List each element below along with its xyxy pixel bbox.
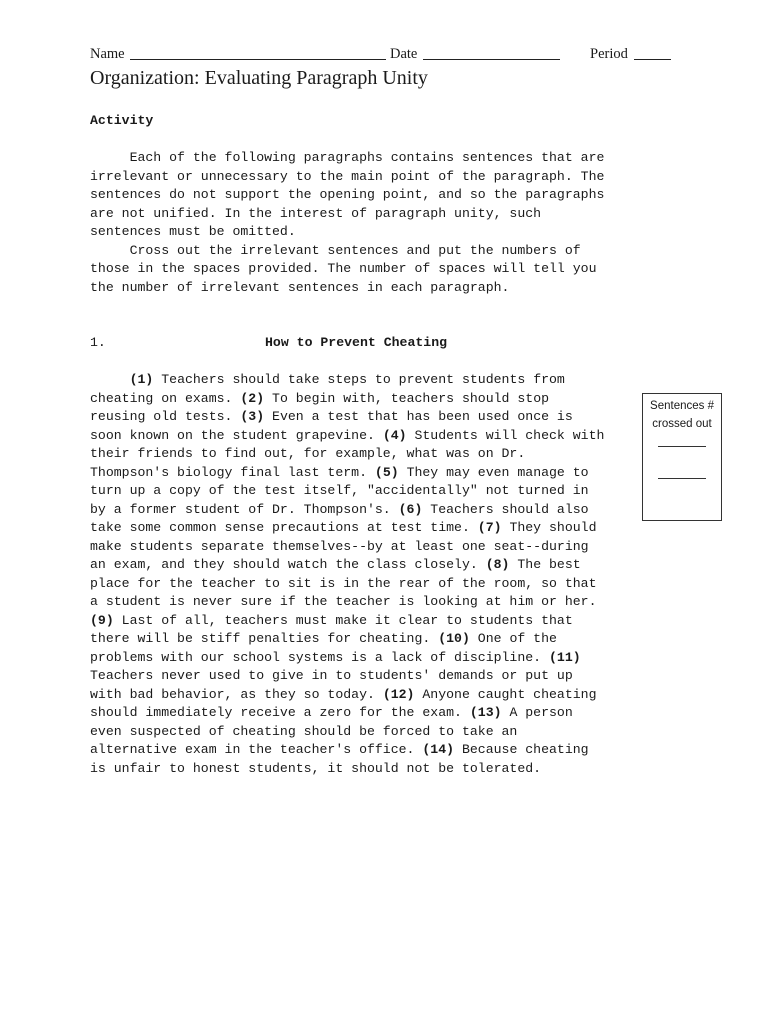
sentence-text: Even a test that has been used once is — [264, 409, 573, 424]
sentence-number[interactable]: (3) — [240, 409, 265, 424]
sentence-text: Thompson's biology final last term. — [90, 464, 375, 480]
sentence-text: an exam, and they should watch the class closely. — [90, 557, 486, 572]
instruction-line: Each of the following paragraphs contains sentences that are — [90, 150, 605, 165]
paragraph-line — [90, 760, 541, 779]
paragraph-line — [90, 538, 589, 557]
name-label: Name — [90, 46, 125, 62]
instruction-line: sentences do not support the opening point, and so the paragraphs — [90, 187, 605, 202]
sentence-number[interactable]: (8) — [485, 557, 510, 572]
period-label: Period — [590, 46, 628, 62]
paragraph-line — [90, 741, 589, 760]
sentence-number[interactable]: (13) — [469, 705, 502, 720]
date-label: Date — [390, 46, 418, 62]
answer-blank-1[interactable] — [658, 446, 706, 447]
paragraph-line — [90, 612, 573, 631]
sentence-text: cheating on exams. — [90, 390, 241, 406]
sentence-text: take some common sense precautions at test time. — [90, 520, 478, 535]
paragraph-line — [90, 667, 573, 686]
sentence-text: with bad behavior, as they so today. — [90, 686, 383, 702]
sentence-number[interactable]: (5) — [374, 464, 399, 480]
sentence-text: make students separate themselves--by at least one seat--during — [90, 538, 589, 554]
sentence-number[interactable]: (14) — [422, 742, 455, 757]
paragraph-line — [90, 704, 573, 723]
paragraph-line — [90, 649, 581, 668]
sentence-text: Anyone caught cheating — [414, 686, 597, 702]
sentence-number[interactable]: (12) — [382, 686, 415, 702]
paragraph-line — [90, 445, 525, 464]
paragraph-line — [90, 464, 589, 483]
sentence-number[interactable]: (2) — [240, 390, 265, 406]
instruction-line: Cross out the irrelevant sentences and put the numbers of — [90, 242, 581, 258]
sentence-number[interactable]: (9) — [90, 612, 114, 628]
sentence-text: Teachers should also — [422, 501, 589, 517]
sentence-text: by a former student of Dr. Thompson's. — [90, 501, 399, 517]
paragraph-line — [90, 723, 517, 742]
sentence-text: Because cheating — [454, 742, 589, 757]
sentence-number[interactable]: (6) — [398, 501, 423, 517]
paragraph-line — [90, 593, 596, 612]
paragraph-line — [90, 575, 596, 594]
sentence-text: turn up a copy of the test itself, "accidentally" not turned in — [90, 483, 589, 498]
sentence-text: is unfair to honest students, it should not be tolerated. — [90, 760, 542, 776]
sentence-text: alternative exam in the teacher's office. — [90, 742, 423, 757]
sentence-text: a student is never sure if the teacher is looking at him or her. — [90, 594, 597, 609]
sentence-text: The best — [509, 557, 581, 572]
sentence-text — [90, 372, 130, 387]
paragraph-line — [90, 556, 581, 575]
sentence-text: They may even manage to — [398, 464, 589, 480]
paragraph-line — [90, 686, 597, 705]
sentence-text: should immediately receive a zero for the exam. — [90, 705, 470, 720]
page-title: Organization: Evaluating Paragraph Unity — [90, 67, 428, 89]
paragraph-line — [90, 390, 549, 409]
sentences-crossed-out-box — [642, 393, 722, 521]
sentence-text: Teachers should take steps to prevent students from — [153, 372, 565, 387]
sentence-text: Teachers never used to give in to students' demands or put up — [90, 668, 573, 683]
sentence-text: To begin with, teachers should stop — [264, 390, 550, 406]
sentence-text: Last of all, teachers must make it clear to students that — [113, 612, 573, 628]
paragraph-line — [90, 427, 604, 446]
sentence-text: problems with our school systems is a lack of discipline. — [90, 649, 549, 665]
box-label-line2: crossed out — [652, 418, 712, 430]
sentence-text: soon known on the student grapevine. — [90, 427, 383, 443]
sentence-number[interactable]: (4) — [382, 427, 407, 443]
paragraph-line — [90, 408, 573, 427]
instruction-line: irrelevant or unnecessary to the main point of the paragraph. The — [90, 168, 605, 184]
sentence-text: Students will check with — [406, 427, 605, 443]
paragraph-line — [90, 519, 597, 538]
paragraph-line — [90, 482, 589, 501]
exercise-number: 1. — [90, 335, 106, 350]
sentence-text: there will be stiff penalties for cheating. — [90, 631, 439, 646]
exercise-heading: How to Prevent Cheating — [265, 335, 448, 350]
paragraph-line — [90, 630, 557, 649]
activity-heading: Activity — [90, 113, 154, 128]
paragraph-line — [90, 501, 589, 520]
box-label-line1: Sentences # — [650, 400, 714, 412]
instruction-line: the number of irrelevant sentences in each paragraph. — [90, 279, 510, 295]
sentence-number[interactable]: (1) — [129, 372, 154, 387]
sentence-text: place for the teacher to sit is in the rear of the room, so that — [90, 575, 597, 591]
sentence-text: A person — [501, 705, 573, 720]
answer-blank-2[interactable] — [658, 478, 706, 479]
sentence-text: One of the — [469, 631, 557, 646]
header-fields — [90, 46, 680, 66]
paragraph-line — [90, 371, 565, 390]
sentence-text: even suspected of cheating should be forced to take an — [90, 723, 518, 739]
instruction-line: those in the spaces provided. The number of spaces will tell you — [90, 261, 597, 276]
instruction-line: sentences must be omitted. — [90, 224, 296, 239]
sentence-text: their friends to find out, for example, what was on Dr. — [90, 446, 526, 461]
sentence-text: They should — [501, 520, 597, 535]
sentence-text: reusing old tests. — [90, 409, 241, 424]
sentence-number[interactable]: (10) — [438, 631, 470, 646]
instruction-line: are not unified. In the interest of paragraph unity, such — [90, 205, 542, 221]
sentence-number[interactable]: (11) — [549, 649, 581, 665]
sentence-number[interactable]: (7) — [477, 520, 502, 535]
